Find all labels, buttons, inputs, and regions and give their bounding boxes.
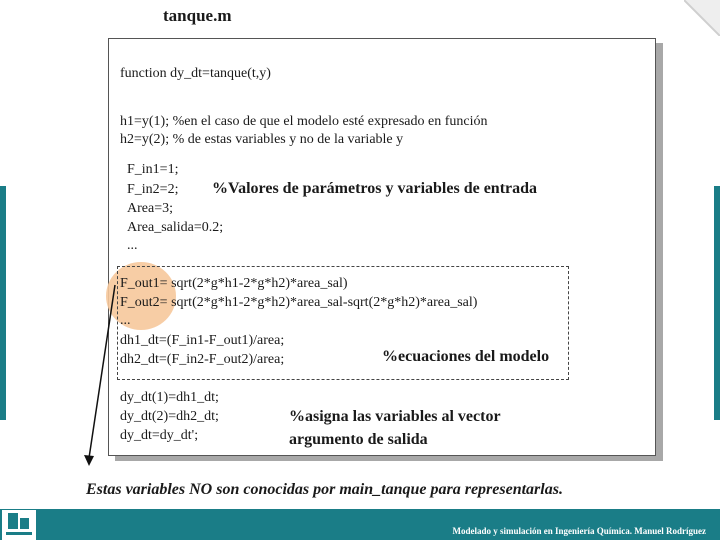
code-line: ... xyxy=(127,238,138,253)
code-line: dy_dt(1)=dh1_dt; xyxy=(120,390,219,405)
code-line: h2=y(2); % de estas variables y no de la variable y xyxy=(120,132,404,147)
code-line: ... xyxy=(120,313,131,328)
code-line: dh2_dt=(F_in2-F_out2)/area; xyxy=(120,352,285,367)
code-line: F_out2= sqrt(2*g*h1-2*g*h2)*area_sal-sqrt(2*g*h2)*area_sal) xyxy=(120,295,478,310)
slide-title: tanque.m xyxy=(163,6,232,25)
code-line: F_out1= sqrt(2*g*h1-2*g*h2)*area_sal) xyxy=(120,276,348,291)
code-line: dy_dt=dy_dt'; xyxy=(120,428,199,443)
comment-model: %ecuaciones del modelo xyxy=(382,348,550,365)
comment-assign-1: %asigna las variables al vector xyxy=(289,408,501,425)
code-line: function dy_dt=tanque(t,y) xyxy=(120,66,271,81)
code-line: Area=3; xyxy=(127,201,173,216)
code-line: dh1_dt=(F_in1-F_out1)/area; xyxy=(120,333,285,348)
footer-bar xyxy=(0,509,720,540)
code-line: Area_salida=0.2; xyxy=(127,220,224,235)
comment-assign-2: argumento de salida xyxy=(289,431,428,448)
code-line: h1=y(1); %en el caso de que el modelo esté expresado en función xyxy=(120,114,488,129)
footer-credit: Modelado y simulación en Ingeniería Química. Manuel Rodríguez xyxy=(452,526,706,536)
footnote: Estas variables NO son conocidas por main_tanque para representarlas. xyxy=(86,481,563,498)
comment-params: %Valores de parámetros y variables de entrada xyxy=(212,180,538,197)
university-logo-icon xyxy=(2,510,36,540)
code-line: F_in1=1; xyxy=(127,162,179,177)
code-line: dy_dt(2)=dh2_dt; xyxy=(120,409,219,424)
code-line: F_in2=2; xyxy=(127,182,179,197)
